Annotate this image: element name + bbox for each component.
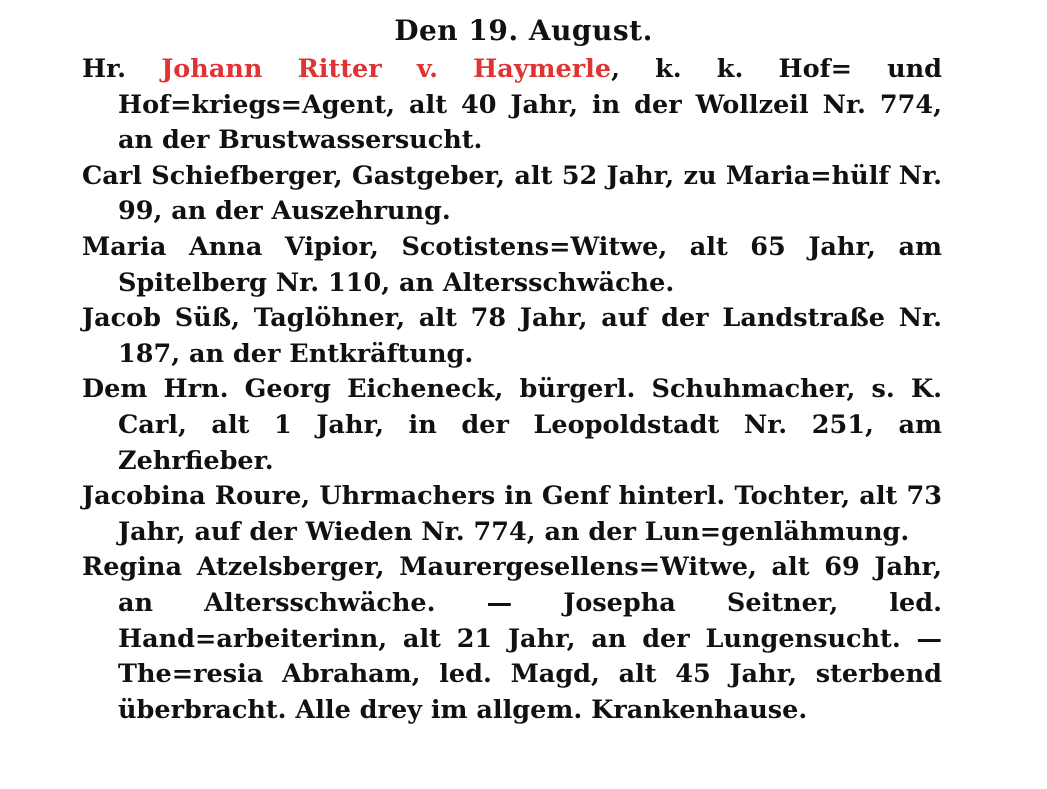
date-heading: Den 19. August. <box>394 14 653 47</box>
register-entry-suess: Jacob Süß, Taglöhner, alt 78 Jahr, auf der Landstraße Nr. 187, an der Entkräftung. <box>82 303 942 369</box>
death-register-list <box>82 52 942 728</box>
register-entry-roure: Jacobina Roure, Uhrmachers in Genf hinterl. Tochter, alt 73 Jahr, auf der Wieden Nr. 774, an der Lun=genlähmung. <box>82 481 942 547</box>
register-entry-eicheneck: Dem Hrn. Georg Eicheneck, bürgerl. Schuhmacher, s. K. Carl, alt 1 Jahr, in der Leopoldstadt Nr. 251, am Zehrfieber. <box>82 374 942 476</box>
entry-rest: , k. k. Hof= und Hof=kriegs=Agent, alt 40 Jahr, in der Wollzeil Nr. 774, an der Brustwassersucht. <box>118 54 942 156</box>
register-entry-schiefberger: Carl Schiefberger, Gastgeber, alt 52 Jahr, zu Maria=hülf Nr. 99, an der Auszehrung. <box>82 160 942 227</box>
entry-prefix: Hr. <box>82 54 162 84</box>
highlighted-name: Johann Ritter v. Haymerle <box>161 54 612 84</box>
register-entry-vipior: Maria Anna Vipior, Scotistens=Witwe, alt 65 Jahr, am Spitelberg Nr. 110, an Altersschwäche. <box>82 231 942 298</box>
register-entry-haymerle <box>82 52 942 159</box>
register-entry-atzelsberger: Regina Atzelsberger, Maurergesellens=Witwe, alt 69 Jahr, an Altersschwäche. — Josepha Seitner, led. Hand=arbeiterinn, alt 21 Jahr, an der Lungensucht. — The=resia Abraham, led. Magd, alt 45 Jahr, sterbend überbracht. Alle drey im allgem. Krankenhause. <box>82 552 942 725</box>
